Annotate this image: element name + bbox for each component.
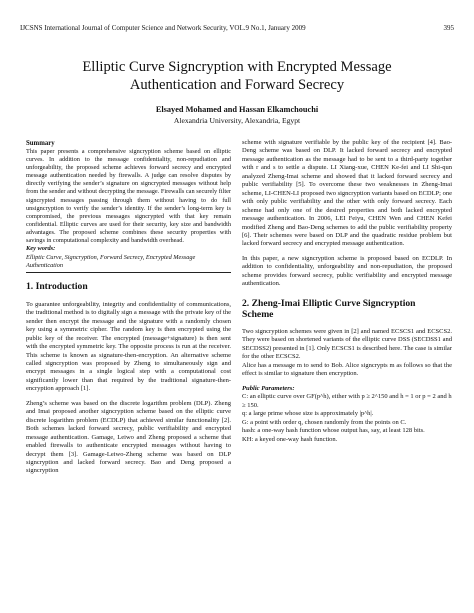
right-column: [242, 139, 452, 444]
section-2-paragraph-2: Alice has a message m to send to Bob. Alice signcrypts m as follows so that the effect is similar to signature then encryption.: [242, 361, 452, 377]
keywords-text: Elliptic Curve, Signcryption, Forward Secrecy, Encrypted Message Authentication: [26, 253, 196, 269]
summary-heading: Summary: [26, 140, 55, 147]
section-heading-zheng-imai: [242, 298, 452, 321]
param-hash: hash: a one-way hash function whose output has, say, at least 128 bits.: [242, 427, 425, 435]
intro-paragraph-1: To guarantee unforgeability, integrity and confidentiality of communications, the traditional method is to digitally sign a message with the private key of the sender then encrypt the message and the signature with a randomly chosen key using a symmetric cipher. The random key is then encrypted using the public key of the receiver. The encrypted (message+signature) is then sent with the encrypted symmetric key. The opposite process is run at the receiver. This scheme is known as signature-then-encryption. An alternative scheme called signcryption was proposed by Zheng to simultaneously sign and encrypt messages in a single logical step with a computational cost significantly lower than that required by the traditional signature-then-encryption approach [1].: [26, 300, 231, 393]
section-2-paragraph-1: Two signcryption schemes were given in [2] and named ECSCS1 and ECSCS2. They were based on shortened variants of the elliptic curve DSS (SECDSS1 and SECDSS2) presented in [1]. Only ECSCS1 is described here. The case is similar for the other ECSCS2.: [242, 327, 452, 361]
summary-divider: [26, 272, 231, 273]
authors: Elsayed Mohamed and Hassan Elkamchouchi: [155, 105, 319, 114]
param-order: q: a large prime whose size is approximately |p^h|.: [242, 410, 374, 418]
journal-header: IJCSNS International Journal of Computer Science and Network Security, VOL.9 No.1, January 2009: [20, 24, 306, 32]
param-base-point: G: a point with order q, chosen randomly from the points on C.: [242, 418, 407, 426]
title-line-2: Authentication and Forward Secrecy: [129, 77, 345, 93]
affiliation: Alexandria University, Alexandria, Egypt: [173, 116, 301, 125]
param-curve: C: an elliptic curve over GF(p^h), either with p ≥ 2^150 and h = 1 or p = 2 and h ≥ 150.: [242, 393, 452, 409]
public-parameters-heading: Public Parameters:: [242, 385, 295, 393]
section-2-heading-line-1: 2. Zheng-Imai Elliptic Curve Signcryption: [242, 297, 416, 309]
intro-paragraph-2: Zheng’s scheme was based on the discrete logarithm problem (DLP). Zheng and Imai proposed another signcryption scheme based on the elliptic curve discrete logarithm problem (ECDLP) that achieved similar functionality [2]. Both schemes lacked forward secrecy, public verifiability and encrypted message authentication. Gamage, Leiwo and Zheng proposed a scheme that enabled firewalls to authenticate encrypted messages without having to decrypt them [3]. Gamage-Leiwo-Zheng scheme was based on DLP signcryption and lacked forward secrecy. Bao and Deng proposed a signcryption: [26, 399, 231, 475]
paper-title: [30, 58, 444, 94]
intro-paragraph-4: In this paper, a new signcryption scheme is proposed based on ECDLP. In addition to confidentiality, unforgeability and non-repudiation, the proposed scheme provides forward secrecy, public verifiability and encrypted message authentication.: [242, 254, 452, 288]
section-2-heading-line-2: Scheme: [242, 309, 274, 321]
keywords-label: Key words:: [26, 245, 56, 253]
title-line-1: Elliptic Curve Signcryption with Encrypted Message: [82, 59, 392, 75]
left-column: [26, 139, 231, 476]
section-heading-introduction: 1. Introduction: [26, 280, 88, 292]
summary-text: This paper presents a comprehensive signcryption scheme based on elliptic curves. In addition to the message confidentiality, non-repudiation and unforgeability, the proposed scheme achieves forward secrecy and encrypted message authentication needed by firewalls. A judge can resolve disputes by directly verifying the sender’s signature on signcrypted messages without help from the sender and without decrypting the message. Firewalls can securely filter signcrypted messages passing through them without having to do full unsigncryption to verify the sender’s identity. If the sender’s long-term key is compromised, the previous messages signcrypted with that key remain confidential. Elliptic curves are used for their security, key size and bandwidth advantages. The proposed scheme combines these security properties with savings in computational complexity and bandwidth overhead.: [26, 148, 231, 245]
page-number: 395: [443, 24, 454, 32]
intro-paragraph-3: scheme with signature verifiable by the public key of the recipient [4]. Bao-Deng scheme was based on DLP. It lacked forward secrecy and encrypted message authentication as the message had to be sent to a third-party together with r and s to settle a dispute. LI Xiang-xue, CHEN Ke-fei and LI Shi-qun analyzed Zheng-Imai scheme and showed that it lacked forward secrecy and public verifiability [5]. To overcome these two weaknesses in Zheng-Imai scheme, LI-CHEN-LI proposed two signcryption variants based on ECDLP; one with only public verifiability and the other with only forward secrecy. Each scheme had only one of the desired properties and both lacked encrypted message authentication. In 2006, LEI Feiyu, CHEN Wen and CHEN Kefei modified Zheng and Bao-Deng schemes to add the public verifiability property [6]. Their schemes were based on DLP and the quadratic residue problem but lacked forward secrecy and encrypted message authentication.: [242, 139, 452, 248]
running-header: [20, 22, 454, 34]
param-keyed-hash: KH: a keyed one-way hash function.: [242, 435, 338, 443]
